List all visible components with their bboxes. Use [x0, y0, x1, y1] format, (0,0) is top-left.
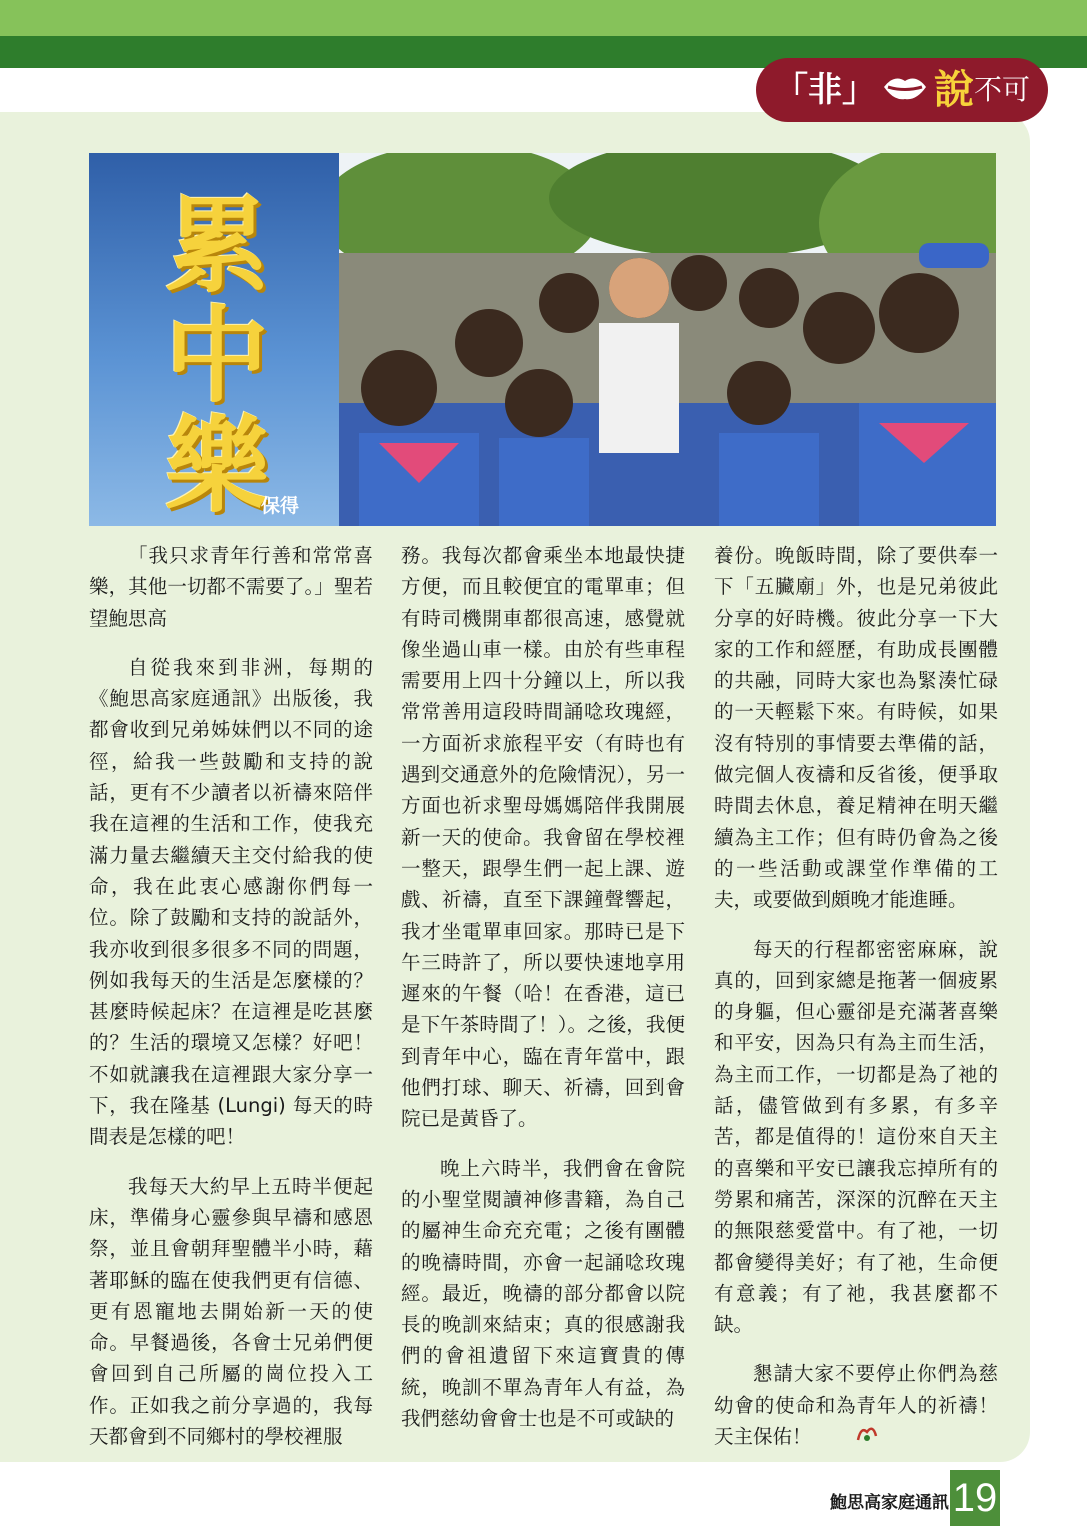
paragraph: 我每天大約早上五時半便起床，準備身心靈參與早禱和感恩祭，並且會朝拜聖體半小時，藉著耶穌的臨在使我們更有信德、更有恩寵地去開始新一天的使命。早餐過後，各會士兄弟們便會回到自己所屬的崗位投入工作。正如我之前分享過的，我每天都會到不同鄉村的學校裡服	[89, 1174, 373, 1449]
badge-shuo: 說	[933, 67, 974, 113]
paragraph: 晚上六時半，我們會在會院的小聖堂閱讀神修書籍，為自己的屬神生命充充電；之後有團體的晚禱時間，亦會一起誦唸玫瑰經。最近，晚禱的部分都會以院長的晚訓來結束；真的很感謝我們的會祖遺留下來這寶貴的傳統，晚訓不單為青年人有益，為我們慈幼會會士也是不可或缺的	[401, 1156, 685, 1431]
publication-name: 鮑思高家庭通訊	[830, 1493, 949, 1513]
title-block	[89, 153, 339, 526]
lips-icon	[882, 72, 928, 108]
article-column-1	[89, 540, 373, 1470]
page-number: 19	[950, 1470, 1000, 1526]
badge-fei: 非	[807, 70, 842, 110]
closing-text: 懇請大家不要停止你們為慈幼會的使命和為青年人的祈禱！天主保佑！	[714, 1362, 998, 1449]
author-name: 保得	[261, 495, 300, 517]
closing-paragraph	[714, 1358, 998, 1453]
paragraph: 自從我來到非洲，每期的《鮑思高家庭通訊》出版後，我都會收到兄弟姊妹們以不同的途徑，給我一些鼓勵和支持的說話，更有不少讀者以祈禱來陪伴我在這裡的生活和工作，使我充滿力量去繼續天主交付給我的使命，我在此衷心感謝你們每一位。除了鼓勵和支持的說話外，我亦收到很多很多不同的問題，例如我每天的生活是怎麼樣的？甚麼時候起床？在這裡是吃甚麼的？生活的環境又怎樣？好吧！不如就讓我在這裡跟大家分享一下，我在隆基 (Lungi) 每天的時間表是怎樣的吧！	[89, 655, 373, 1149]
group-photo	[339, 153, 996, 526]
hero-banner	[89, 153, 996, 526]
title-char-1: 累	[164, 185, 269, 307]
column-badge	[756, 58, 1048, 122]
end-mark-icon	[816, 1422, 879, 1453]
badge-bu-ke: 不可	[973, 73, 1030, 106]
paragraph: 務。我每次都會乘坐本地最快捷方便，而且較便宜的電單車；但有時司機開車都很高速，感覺就像坐過山車一樣。由於有些車程需要用上四十分鐘以上，所以我常常善用這段時間誦唸玫瑰經，一方面祈求旅程平安（有時也有遇到交通意外的危險情況），另一方面也祈求聖母媽媽陪伴我開展新一天的使命。我會留在學校裡一整天，跟學生們一起上課、遊戲、祈禱，直至下課鐘聲響起，我才坐電單車回家。那時已是下午三時許了，所以要快速地享用遲來的午餐（哈！在香港，這已是下午茶時間了！）。之後，我便到青年中心，臨在青年當中，跟他們打球、聊天、祈禱，回到會院已是黃昏了。	[401, 544, 685, 1131]
paragraph: 每天的行程都密密麻麻，說真的，回到家總是拖著一個疲累的身軀，但心靈卻是充滿著喜樂和平安，因為只有為主而生活，為主而工作，一切都是為了祂的話，儘管做到有多累，有多辛苦，都是值得的！這份來自天主的喜樂和平安已讓我忘掉所有的勞累和痛苦，深深的沉醉在天主的無限慈愛當中。有了祂，一切都會變得美好；有了祂，生命便有意義；有了祂，我甚麼都不缺。	[714, 937, 998, 1337]
article-column-2	[401, 540, 685, 1452]
badge-open-quote: 「	[773, 70, 808, 110]
title-char-3: 樂	[164, 405, 269, 526]
paragraph: 養份。晚飯時間，除了要供奉一下「五臟廟」外，也是兄弟彼此分享的好時機。彼此分享一下大家的工作和經歷，有助成長團體的共融，同時大家也為緊湊忙碌的一天輕鬆下來。有時候，如果沒有特別的事情要去準備的話，做完個人夜禱和反省後，便爭取時間去休息，養足精神在明天繼續為主工作；但有時仍會為之後的一些活動或課堂作準備的工夫，或要做到頗晚才能進睡。	[714, 544, 998, 912]
badge-close-quote: 」	[841, 70, 876, 110]
paragraph: 「我只求青年行善和常常喜樂，其他一切都不需要了。」聖若望鮑思高	[89, 544, 373, 630]
header-band-light	[0, 0, 1087, 36]
article-column-3	[714, 540, 998, 1471]
title-char-2: 中	[164, 295, 269, 417]
